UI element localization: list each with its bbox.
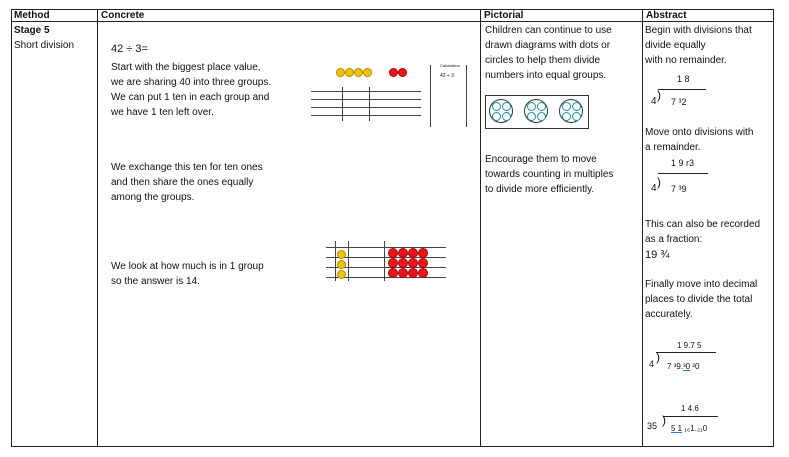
column-divider [97, 9, 98, 447]
yellow-counter [345, 68, 354, 77]
column-divider [642, 9, 643, 447]
ex2-dividend: 7 ³9 [671, 184, 687, 194]
ex1-dividend: 7 ³2 [671, 97, 687, 107]
note-border [466, 65, 467, 127]
abstract-line: Finally move into decimal [645, 279, 758, 290]
column-divider [480, 9, 481, 447]
dot [502, 102, 511, 111]
step1-line: we are sharing 40 into three groups. [111, 77, 272, 88]
header-abstract: Abstract [646, 10, 687, 21]
abstract-line: a remainder. [645, 142, 701, 153]
pictorial-line: Encourage them to move [485, 154, 597, 165]
table-border-right [773, 9, 774, 447]
division-bar [658, 173, 708, 174]
red-counter [388, 248, 398, 258]
red-counter [388, 268, 398, 278]
dot [537, 112, 546, 121]
fraction-value: 19 ¾ [645, 249, 670, 261]
abstract-line: Move onto divisions with [645, 127, 754, 138]
yellow-counter [336, 68, 345, 77]
pictorial-line: to divide more efficiently. [485, 184, 595, 195]
ex3-divisor: 4 [649, 359, 655, 369]
dot [562, 102, 571, 111]
step2-line: We exchange this ten for ten ones [111, 162, 263, 173]
dot [562, 112, 571, 121]
abstract-line: Begin with divisions that [645, 25, 752, 36]
abstract-line: This can also be recorded [645, 219, 761, 230]
yellow-counter [354, 68, 363, 77]
calc-note-title: Calculation [440, 63, 460, 68]
dot [527, 102, 536, 111]
division-bracket: ) [657, 175, 661, 189]
abstract-line: divide equally [645, 40, 706, 51]
pv-row-line [311, 115, 421, 116]
abstract-line: accurately. [645, 309, 693, 320]
ex4-divisor: 35 [647, 421, 658, 431]
division-bracket: ) [656, 350, 660, 364]
equation: 42 ÷ 3= [111, 43, 148, 55]
red-counter [398, 68, 407, 77]
pv-column-line [342, 87, 343, 121]
red-counter [398, 248, 408, 258]
abstract-line: as a fraction: [645, 234, 703, 245]
ex4-dividend: 5 1 ₁₆1.₂₁0 [671, 424, 708, 433]
yellow-counter [337, 270, 346, 279]
stage-label: Stage 5 [14, 25, 50, 36]
ex1-quotient: 1 8 [677, 74, 690, 84]
pv-row-line [326, 247, 446, 248]
step3-line: so the answer is 14. [111, 276, 200, 287]
dot [572, 112, 581, 121]
pv-row-line [311, 99, 421, 100]
pictorial-line: circles to help them divide [485, 55, 601, 66]
method-name: Short division [14, 40, 75, 51]
table-border-bottom [11, 446, 774, 447]
red-counter [408, 258, 418, 268]
pv-column-line [335, 241, 336, 281]
header-divider [11, 21, 774, 22]
red-counter [388, 258, 398, 268]
red-counter [418, 258, 428, 268]
step2-line: and then share the ones equally [111, 177, 254, 188]
ex3-dividend: 7 ³9.³0 ²0 [667, 362, 700, 371]
division-bracket: ) [657, 88, 661, 102]
dot [527, 112, 536, 121]
dot [537, 102, 546, 111]
ex3-quotient: 1 9.7 5 [677, 341, 702, 350]
red-counter [418, 268, 428, 278]
step3-line: We look at how much is in 1 group [111, 261, 264, 272]
division-bar [658, 89, 706, 90]
pv-row-line [311, 91, 421, 92]
header-pictorial: Pictorial [484, 10, 524, 21]
pv-column-line [369, 87, 370, 121]
ex1-divisor: 4 [651, 96, 657, 107]
pv-column-line [384, 241, 385, 281]
ex4-quotient: 1 4.6 [681, 404, 699, 413]
step1-line: We can put 1 ten in each group and [111, 92, 270, 103]
dot [502, 112, 511, 121]
yellow-counter [363, 68, 372, 77]
dot [492, 102, 501, 111]
red-counter [398, 258, 408, 268]
header-concrete: Concrete [101, 10, 145, 21]
step1-line: we have 1 ten left over. [111, 107, 214, 118]
dot [572, 102, 581, 111]
red-counter [408, 248, 418, 258]
header-method: Method [14, 10, 50, 21]
note-border [430, 65, 431, 127]
step2-line: among the groups. [111, 192, 195, 203]
short-division-table [11, 9, 774, 447]
step1-line: Start with the biggest place value, [111, 62, 261, 73]
red-counter [389, 68, 398, 77]
calc-note-expression: 42 ÷ 3 [440, 73, 454, 79]
table-border-left [11, 9, 12, 447]
division-bracket: ) [662, 413, 666, 427]
pictorial-line: Children can continue to use [485, 25, 612, 36]
yellow-counter [337, 260, 346, 269]
abstract-line: places to divide the total [645, 294, 753, 305]
pictorial-line: numbers into equal groups. [485, 70, 607, 81]
dot [492, 112, 501, 121]
yellow-counter [337, 250, 346, 259]
abstract-line: with no remainder. [645, 55, 727, 66]
ex2-divisor: 4 [651, 183, 657, 194]
pictorial-line: drawn diagrams with dots or [485, 40, 611, 51]
red-counter [418, 248, 428, 258]
division-bar [663, 416, 718, 417]
pv-column-line [348, 241, 349, 281]
ex2-quotient: 1 9 r3 [671, 158, 695, 168]
red-counter [408, 268, 418, 278]
pv-row-line [311, 107, 421, 108]
pictorial-line: towards counting in multiples [485, 169, 614, 180]
division-bar [656, 352, 716, 353]
red-counter [398, 268, 408, 278]
